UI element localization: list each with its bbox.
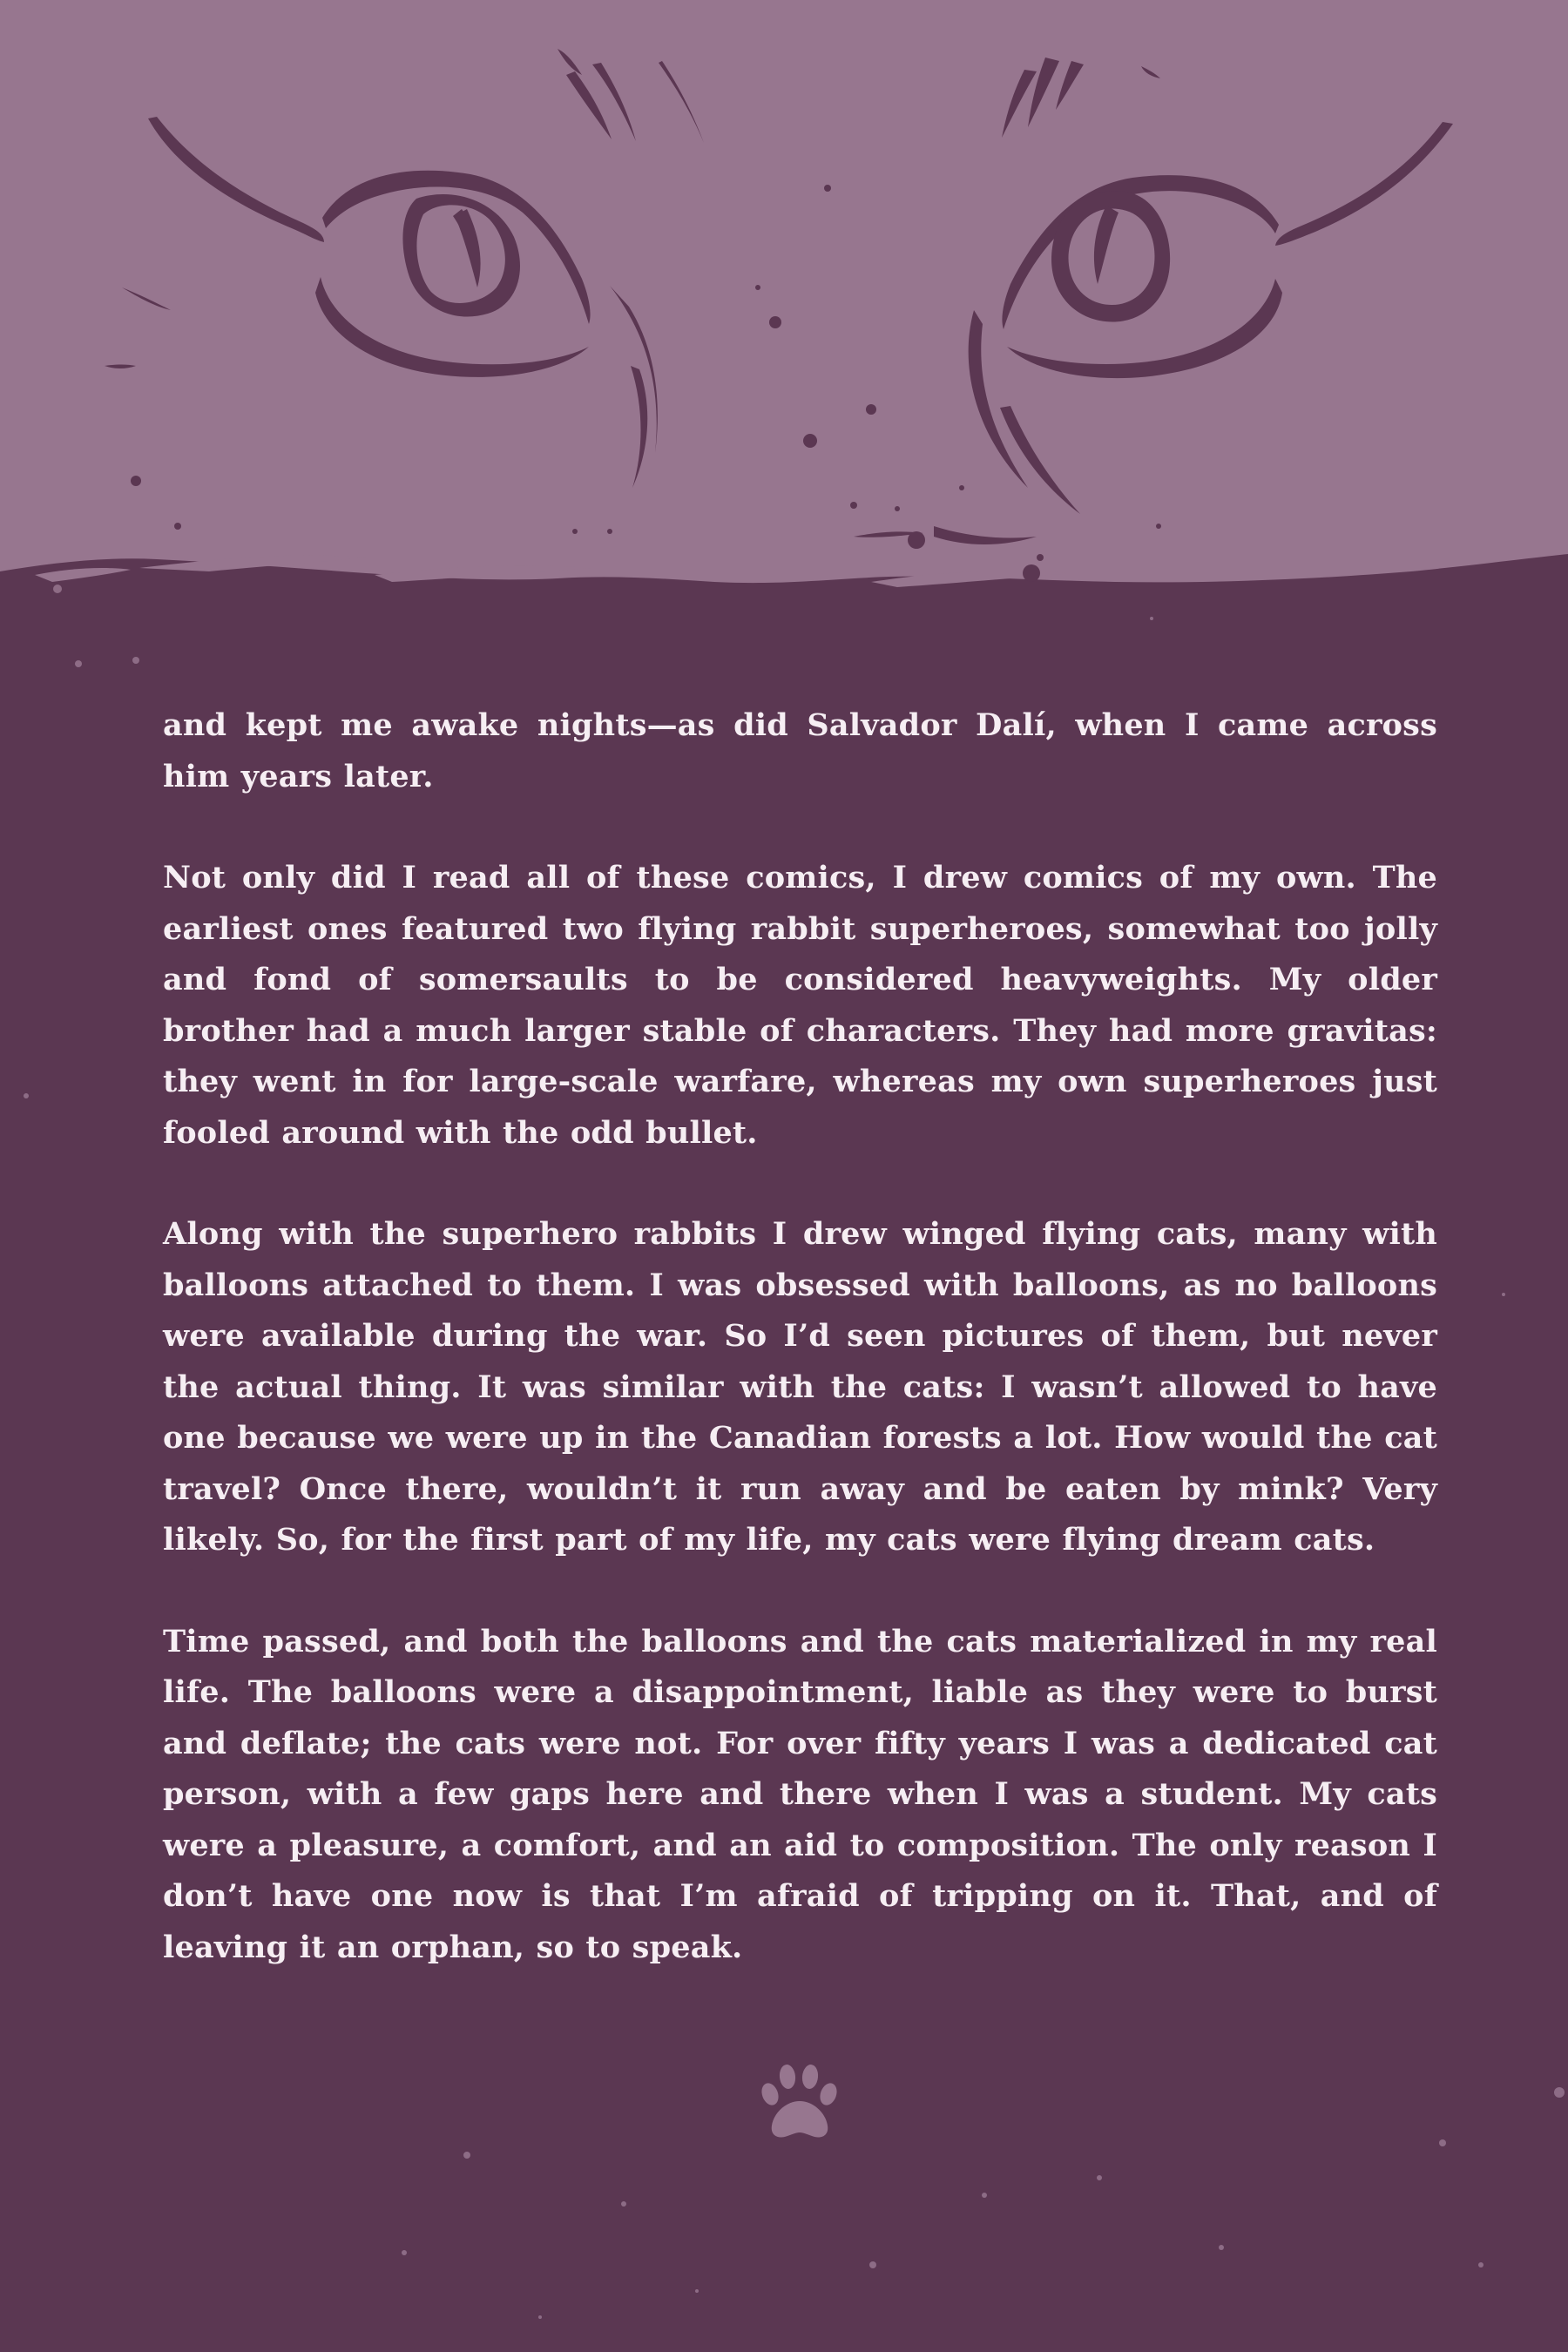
paragraph: and kept me awake nights—as did Salvador Dalí, when I came across him years later. — [163, 707, 1437, 794]
paragraph: Not only did I read all of these comics, I drew comics of my own. The earliest ones featured two flying rabbit superheroes, somewhat too jolly and fond of somersaults to be considered heavyweights. My older brother had a much larger stable of characters. They had more gravitas: they went in for large-scale warfare, whereas my own superheroes just fooled around with the odd bullet. — [163, 860, 1437, 1151]
article-body — [163, 700, 1437, 1973]
paragraph: Time passed, and both the balloons and the cats materialized in my real life. The balloons were a disappointment, liable as they were to burst and deflate; the cats were not. For over fifty years I was a dedicated cat person, with a few gaps here and there when I was a student. My cats were a pleasure, a comfort, and an aid to composition. The only reason I don’t have one now is that I’m afraid of tripping on it. That, and of leaving it an orphan, so to speak. — [163, 1623, 1437, 1965]
paw-print-icon — [760, 2063, 840, 2141]
paragraph: Along with the superhero rabbits I drew winged flying cats, many with balloons attached to them. I was obsessed with balloons, as no balloons were available during the war. So I’d seen pictures of them, but never the actual thing. It was similar with the cats: I wasn’t allowed to have one because we were up in the Canadian forests a lot. How would the cat travel? Once there, wouldn’t it run away and be eaten by mink? Very likely. So, for the first part of my life, my cats were flying dream cats. — [163, 1216, 1437, 1558]
cat-eyes-illustration — [0, 0, 1568, 662]
